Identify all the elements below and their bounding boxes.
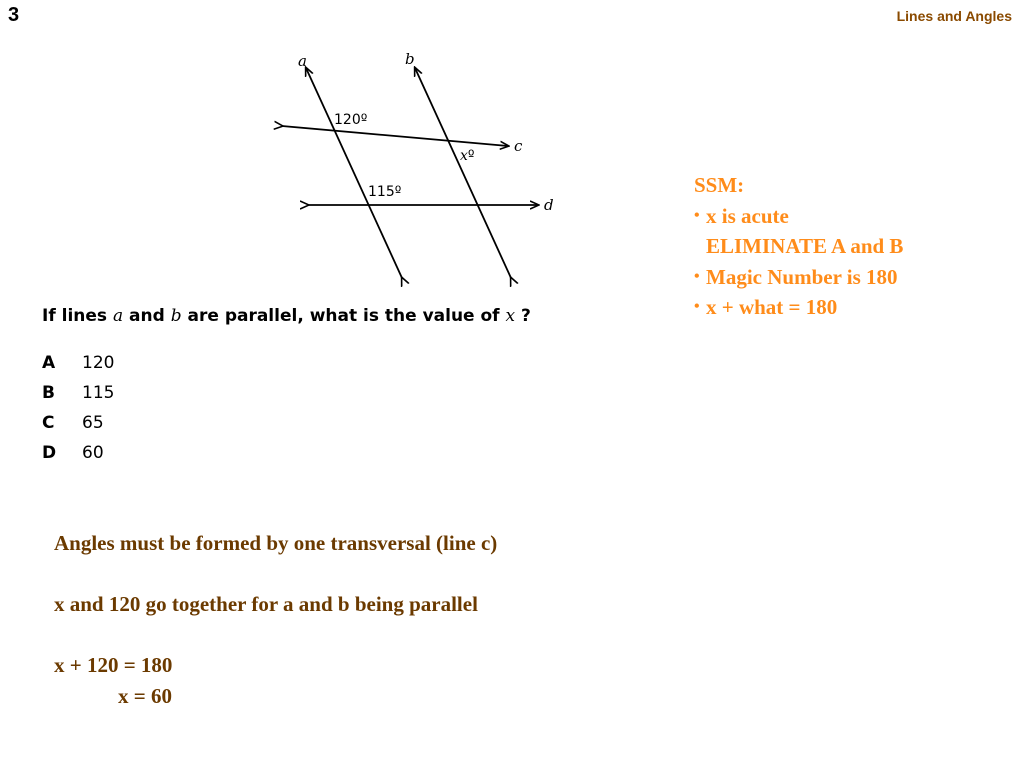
choice-b (42, 378, 114, 408)
choice-value: 65 (82, 413, 104, 433)
choice-value: 120 (82, 353, 115, 373)
explanation-line: x and 120 go together for a and b being parallel (54, 592, 478, 616)
question-text: If lines a and b are parallel, what is the value of x ? (42, 306, 531, 326)
choice-letter: A (42, 353, 56, 373)
choice-d (42, 438, 114, 468)
angle-120-label: 120º (334, 112, 368, 128)
choice-c (42, 408, 114, 438)
line-a (306, 68, 402, 278)
bullet-icon: • (694, 206, 700, 224)
choice-value: 60 (82, 443, 104, 463)
line-b (415, 68, 511, 278)
solution-explanation (54, 528, 497, 711)
choice-a (42, 348, 114, 378)
answer-choices (42, 348, 114, 468)
choice-letter: B (42, 383, 55, 403)
ssm-item: • x is acute ELIMINATE A and B (694, 201, 903, 262)
explanation-line: Angles must be formed by one transversal (line c) (54, 531, 498, 555)
explanation-line (54, 620, 497, 651)
ssm-item: • x + what = 180 (694, 292, 903, 323)
bullet-icon: • (694, 267, 700, 285)
line-c (282, 126, 508, 146)
parallel-lines-diagram (260, 40, 580, 290)
slide-number: 3 (8, 4, 20, 26)
ssm-item: • Magic Number is 180 (694, 262, 903, 293)
explanation-line: x + 120 = 180 (54, 653, 173, 677)
choice-value: 115 (82, 383, 115, 403)
ssm-heading: SSM: (694, 173, 745, 197)
label-a: a (298, 52, 307, 70)
choice-letter: C (42, 413, 55, 433)
ssm-notes (694, 170, 903, 323)
bullet-icon: • (694, 298, 700, 315)
explanation-line (54, 559, 497, 590)
choice-letter: D (42, 443, 57, 463)
label-d: d (544, 196, 554, 214)
explanation-line: x = 60 (118, 683, 172, 708)
slide-title: Lines and Angles (896, 8, 1012, 24)
angle-115-label: 115º (368, 184, 402, 200)
label-c: c (514, 137, 523, 155)
label-b: b (405, 50, 415, 68)
ssm-list (694, 201, 903, 323)
angle-x-label: xº (460, 148, 475, 164)
